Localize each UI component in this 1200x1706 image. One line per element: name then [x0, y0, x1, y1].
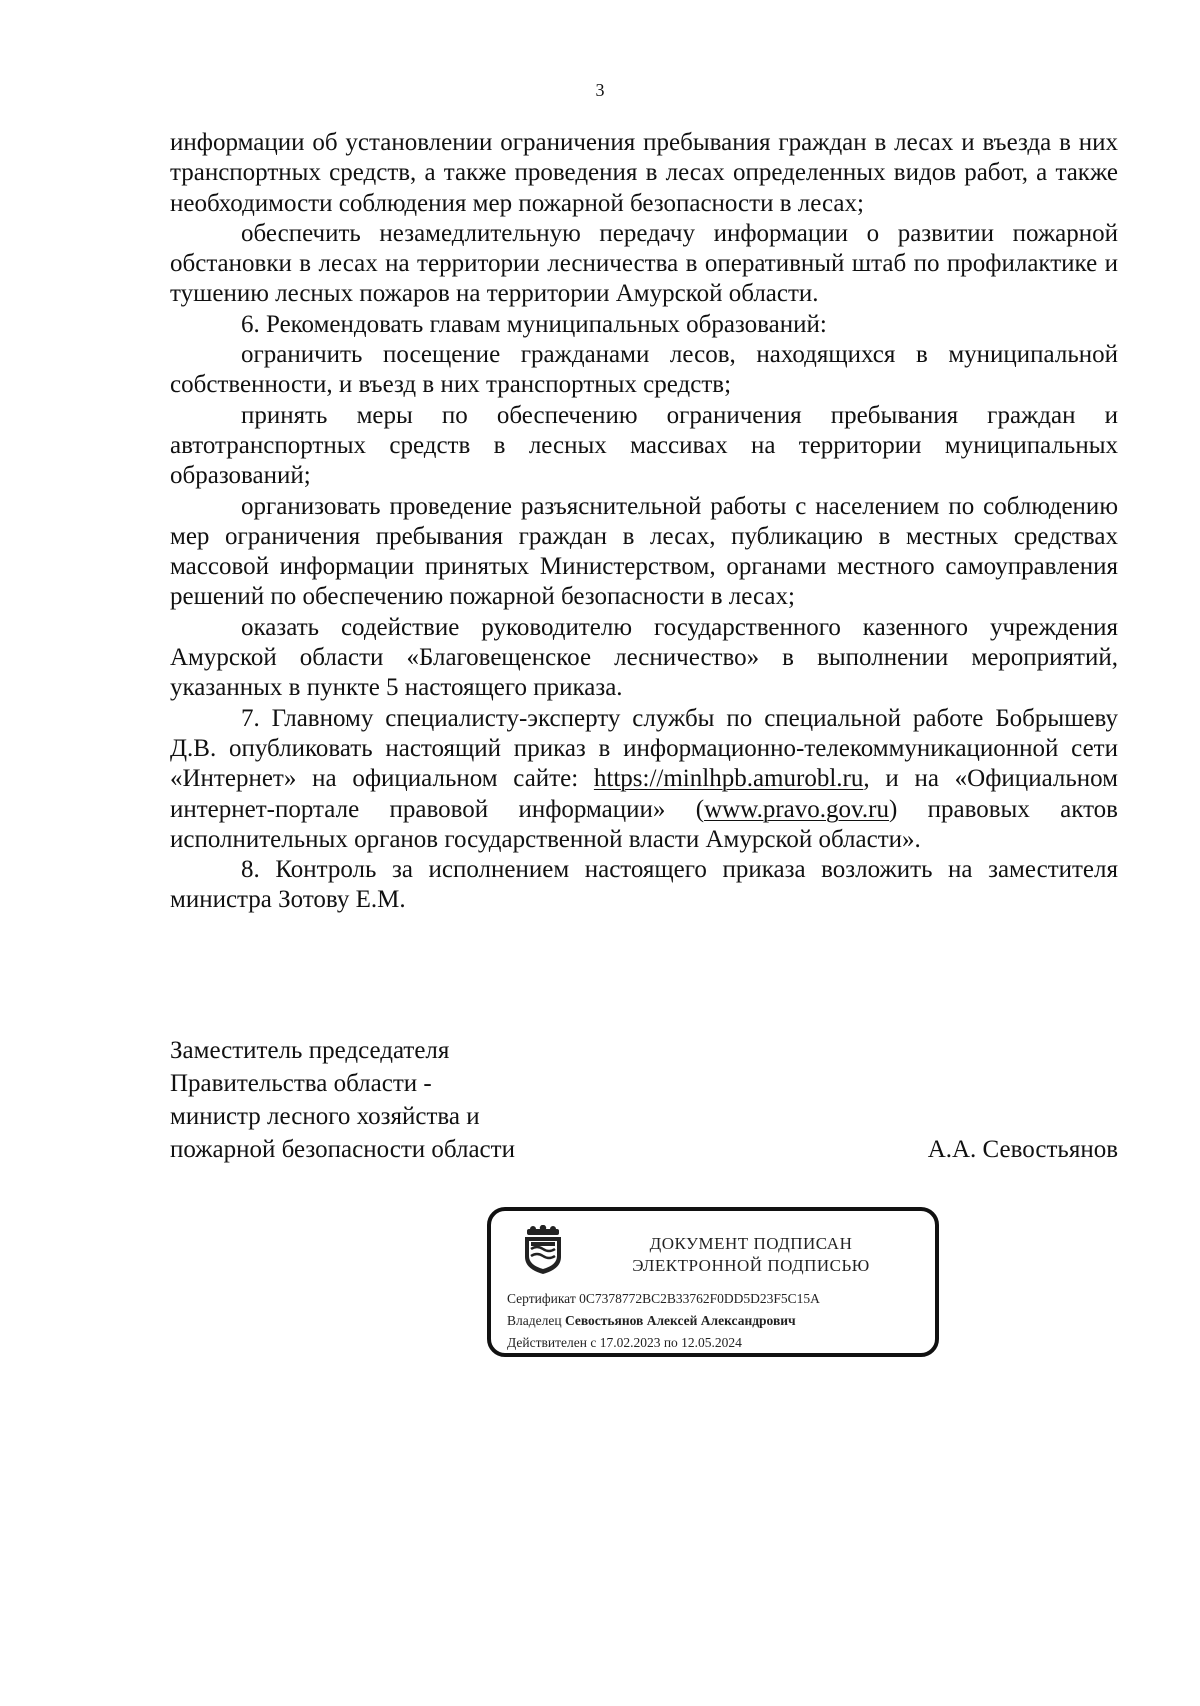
ministry-site-link[interactable]: https://minlhpb.amurobl.ru	[593, 765, 864, 793]
paragraph-item-6: 6. Рекомендовать главам муниципальных образований:	[241, 310, 827, 338]
stamp-title	[581, 1233, 921, 1277]
paragraph-continuation: информации об установлении ограничения пребывания граждан в лесах и въезда в них транспортных средств, а также проведения в лесах определенных видов работ, а также необходимости соблюдения мер пожарной безопасности в лесах;	[170, 129, 1118, 217]
signer-position-line: пожарной безопасности области	[170, 1136, 515, 1163]
stamp-title-line: ДОКУМЕНТ ПОДПИСАН	[649, 1234, 853, 1253]
validity-label: Действителен	[507, 1335, 587, 1350]
paragraph: оказать содействие руководителю государственного казенного учреждения Амурской области «Благовещенское лесничество» в выполнении мероприятий, указанных в пункте 5 настоящего приказа.	[170, 613, 1118, 702]
signer-position-line: министр лесного хозяйства и	[170, 1103, 480, 1130]
page-number: 3	[595, 80, 605, 100]
certificate-value: 0C7378772BC2B33762F0DD5D23F5C15A	[579, 1291, 820, 1306]
stamp-owner	[507, 1313, 796, 1329]
paragraph-text: 7. Главному специалисту-эксперту службы по специальной работе Бобрышеву Д.В. опубликовать настоящий приказ в информационно-телекоммуникационной сети «Интернет» на официальном сайте:	[170, 704, 1118, 793]
electronic-signature-stamp	[487, 1207, 939, 1357]
validity-to-label: по	[663, 1335, 678, 1350]
paragraph: ограничить посещение гражданами лесов, находящихся в муниципальной собственности, и въезд в них транспортных средств;	[170, 341, 1118, 399]
signer-position-line: Заместитель председателя	[170, 1037, 450, 1064]
paragraph-text: ) правовых актов исполнительных органов государственной власти Амурской области».	[170, 795, 1118, 853]
validity-from-label: с	[590, 1335, 597, 1350]
signer-name: А.А. Севостьянов	[927, 1136, 1118, 1163]
stamp-certificate	[507, 1291, 820, 1307]
signer-position-line: Правительства области -	[170, 1070, 432, 1097]
paragraph: организовать проведение разъяснительной работы с населением по соблюдению мер ограничения пребывания граждан в лесах, публикацию в местных средствах массовой информации принятых Министерством, органами местного самоуправления решений по обеспечению пожарной безопасности в лесах;	[170, 492, 1118, 611]
stamp-title-line: ЭЛЕКТРОННОЙ ПОДПИСЬЮ	[632, 1256, 870, 1275]
pravo-portal-link[interactable]: www.pravo.gov.ru	[704, 795, 889, 823]
paragraph-item-7	[170, 704, 1118, 855]
document-body	[170, 128, 1118, 916]
coat-of-arms-icon	[521, 1225, 565, 1275]
owner-label: Владелец	[507, 1313, 562, 1328]
paragraph: принять меры по обеспечению ограничения пребывания граждан и автотранспортных средств в лесных массивах на территории муниципальных образований;	[170, 401, 1118, 490]
owner-value: Севостьянов Алексей Александрович	[564, 1313, 796, 1328]
paragraph-item-8: 8. Контроль за исполнением настоящего приказа возложить на заместителя министра Зотову Е.М.	[170, 856, 1118, 914]
validity-to: 12.05.2024	[681, 1335, 742, 1350]
paragraph-text: , и на «Официальном интернет-портале правовой информации» (	[170, 765, 1118, 823]
certificate-label: Сертификат	[507, 1291, 576, 1306]
paragraph: обеспечить незамедлительную передачу информации о развитии пожарной обстановки в лесах на территории лесничества в оперативный штаб по профилактике и тушению лесных пожаров на территории Амурской области.	[170, 219, 1118, 308]
stamp-validity	[507, 1335, 742, 1351]
signature-block	[170, 1034, 1118, 1166]
validity-from: 17.02.2023	[599, 1335, 661, 1350]
